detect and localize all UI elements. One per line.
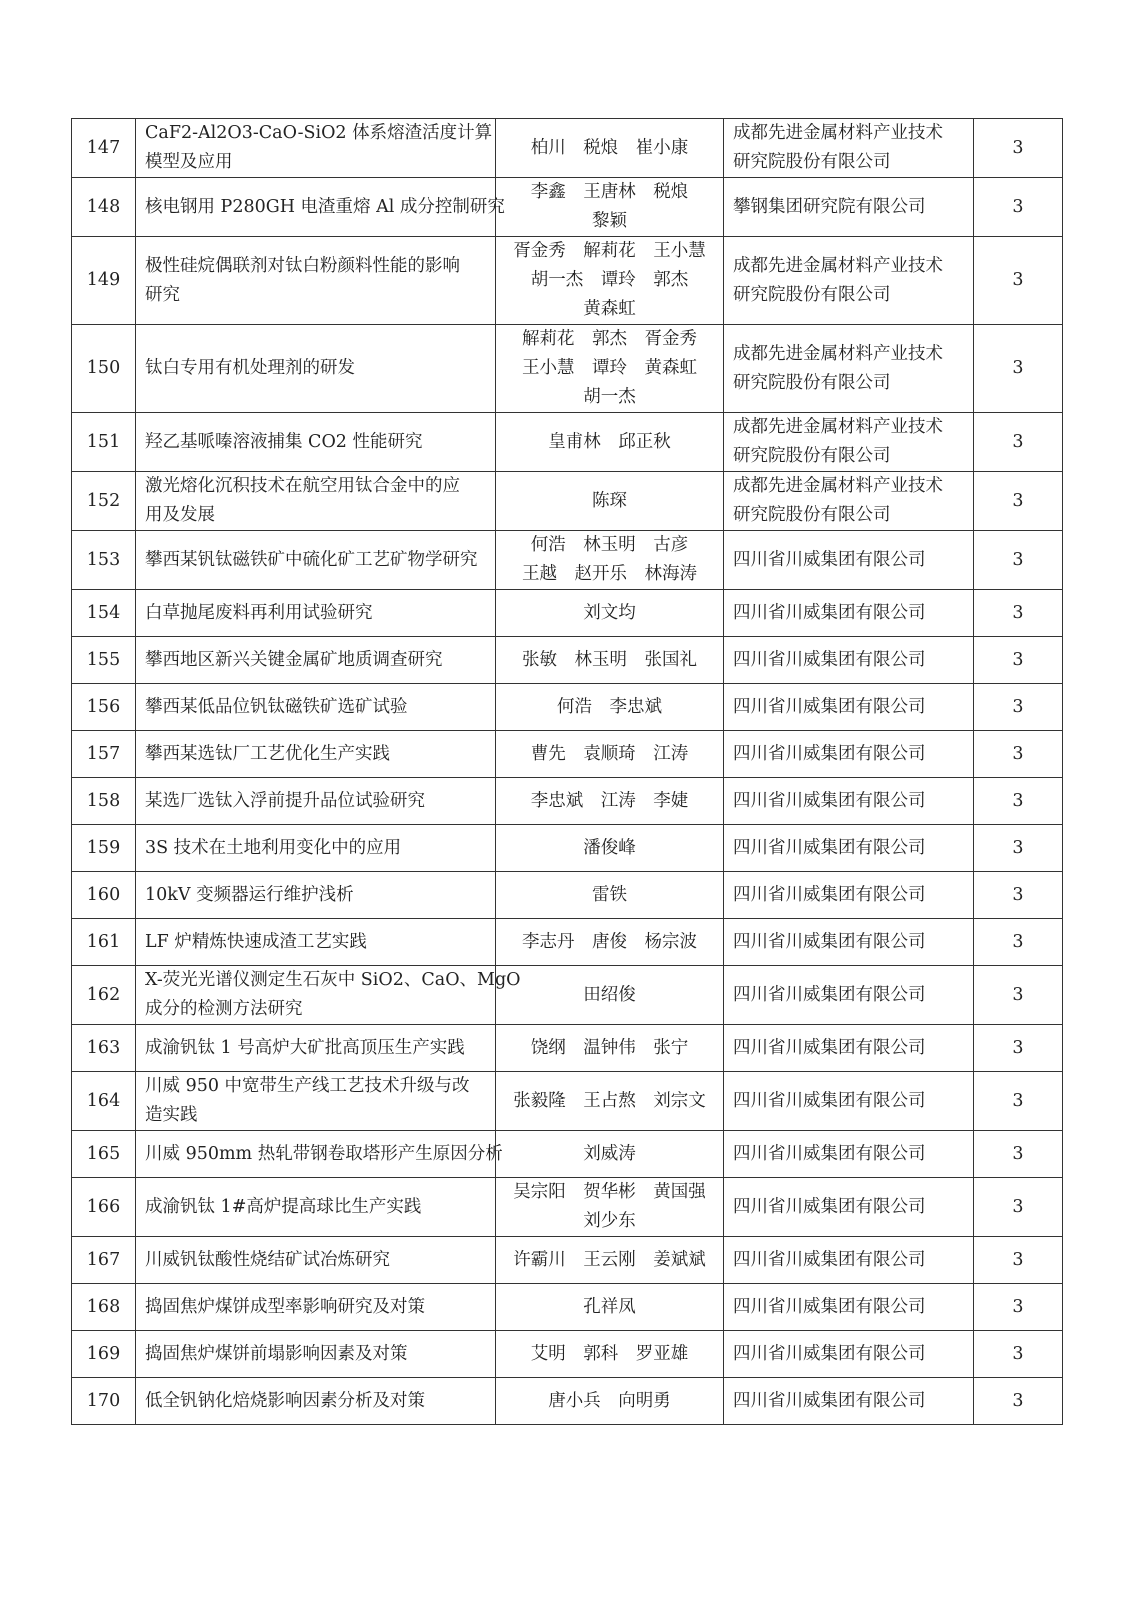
row-number: 163 xyxy=(72,1025,136,1072)
score: 3 xyxy=(974,119,1063,178)
score: 3 xyxy=(974,825,1063,872)
authors xyxy=(496,472,724,531)
row-number: 157 xyxy=(72,731,136,778)
paper-title-line: 捣固焦炉煤饼前塌影响因素及对策 xyxy=(145,1343,408,1364)
paper-title xyxy=(136,178,505,237)
paper-title-line: 3S 技术在土地利用变化中的应用 xyxy=(145,837,402,858)
authors xyxy=(496,237,724,325)
authors xyxy=(496,966,724,1025)
score: 3 xyxy=(974,778,1063,825)
authors-line: 皇甫林 邱正秋 xyxy=(548,431,671,452)
paper-title-line: 白草抛尾废料再利用试验研究 xyxy=(145,602,373,623)
organization xyxy=(724,1237,974,1284)
organization-line: 四川省川威集团有限公司 xyxy=(733,649,926,670)
paper-title-line: 川威钒钛酸性烧结矿试冶炼研究 xyxy=(145,1249,390,1270)
table-row xyxy=(72,1025,1063,1072)
organization-line: 研究院股份有限公司 xyxy=(733,446,891,466)
score: 3 xyxy=(974,731,1063,778)
organization-line: 成都先进金属材料产业技术 xyxy=(733,255,943,276)
score: 3 xyxy=(974,1131,1063,1178)
table-row xyxy=(72,1237,1063,1284)
organization-line: 四川省川威集团有限公司 xyxy=(733,1249,926,1270)
organization-line: 四川省川威集团有限公司 xyxy=(733,837,926,858)
paper-title xyxy=(136,1378,496,1425)
row-number: 168 xyxy=(72,1284,136,1331)
organization xyxy=(724,778,974,825)
score: 3 xyxy=(974,413,1063,472)
organization xyxy=(724,966,974,1025)
table-row xyxy=(72,825,1063,872)
row-number: 158 xyxy=(72,778,136,825)
organization-line: 四川省川威集团有限公司 xyxy=(733,1037,926,1058)
row-number: 159 xyxy=(72,825,136,872)
organization-line: 四川省川威集团有限公司 xyxy=(733,1296,926,1317)
paper-title-line: 极性硅烷偶联剂对钛白粉颜料性能的影响 xyxy=(145,255,460,276)
organization xyxy=(724,684,974,731)
row-number: 150 xyxy=(72,325,136,413)
table-row xyxy=(72,119,1063,178)
table-row xyxy=(72,731,1063,778)
row-number: 166 xyxy=(72,1178,136,1237)
paper-title-line: 钛白专用有机处理剂的研发 xyxy=(145,358,355,378)
row-number: 155 xyxy=(72,637,136,684)
paper-title xyxy=(136,413,496,472)
authors xyxy=(496,531,724,590)
row-number: 149 xyxy=(72,237,136,325)
score: 3 xyxy=(974,1284,1063,1331)
authors-line: 柏川 税烺 崔小康 xyxy=(530,137,689,158)
authors xyxy=(496,590,724,637)
authors-line: 刘少东 xyxy=(583,1211,636,1231)
organization-line: 四川省川威集团有限公司 xyxy=(733,696,926,717)
organization-line: 四川省川威集团有限公司 xyxy=(733,1390,926,1411)
authors-line: 刘文均 xyxy=(583,602,636,623)
organization-line: 成都先进金属材料产业技术 xyxy=(733,343,943,364)
paper-title xyxy=(136,1237,496,1284)
score: 3 xyxy=(974,590,1063,637)
table-row xyxy=(72,1131,1063,1178)
authors-line: 田绍俊 xyxy=(583,984,636,1005)
organization xyxy=(724,1131,974,1178)
paper-title-line: 川威 950 中宽带生产线工艺技术升级与改 xyxy=(145,1076,470,1096)
paper-title-line: 10kV 变频器运行维护浅析 xyxy=(145,884,354,905)
organization-line: 四川省川威集团有限公司 xyxy=(733,1090,926,1111)
table-row xyxy=(72,531,1063,590)
row-number: 167 xyxy=(72,1237,136,1284)
score: 3 xyxy=(974,919,1063,966)
table-row xyxy=(72,413,1063,472)
score: 3 xyxy=(974,684,1063,731)
paper-title-line: 攀西地区新兴关键金属矿地质调查研究 xyxy=(145,649,443,670)
organization xyxy=(724,637,974,684)
paper-title-line: LF 炉精炼快速成渣工艺实践 xyxy=(145,931,367,952)
organization-line: 研究院股份有限公司 xyxy=(733,152,891,172)
score: 3 xyxy=(974,1378,1063,1425)
paper-title xyxy=(136,731,496,778)
row-number: 156 xyxy=(72,684,136,731)
organization xyxy=(724,531,974,590)
paper-title xyxy=(136,825,496,872)
score: 3 xyxy=(974,1178,1063,1237)
paper-title xyxy=(136,1072,496,1131)
paper-title xyxy=(136,919,496,966)
organization-line: 研究院股份有限公司 xyxy=(733,284,891,305)
authors-line: 胡一杰 xyxy=(583,387,636,407)
score: 3 xyxy=(974,472,1063,531)
row-number: 147 xyxy=(72,119,136,178)
score: 3 xyxy=(974,531,1063,590)
paper-title xyxy=(136,1131,503,1178)
table-row xyxy=(72,237,1063,325)
table-row xyxy=(72,1178,1063,1237)
paper-title-line: 低全钒钠化焙烧影响因素分析及对策 xyxy=(145,1390,425,1411)
paper-title-line: CaF2-Al2O3-CaO-SiO2 体系熔渣活度计算 xyxy=(145,123,493,143)
row-number: 154 xyxy=(72,590,136,637)
organization xyxy=(724,919,974,966)
row-number: 162 xyxy=(72,966,136,1025)
score: 3 xyxy=(974,1237,1063,1284)
score: 3 xyxy=(974,637,1063,684)
organization xyxy=(724,731,974,778)
authors-line: 李志丹 唐俊 杨宗波 xyxy=(522,931,697,952)
organization-line: 四川省川威集团有限公司 xyxy=(733,602,926,623)
organization-line: 研究院股份有限公司 xyxy=(733,505,891,525)
paper-title xyxy=(136,778,496,825)
score: 3 xyxy=(974,237,1063,325)
score: 3 xyxy=(974,1072,1063,1131)
organization xyxy=(724,413,974,472)
authors xyxy=(496,325,724,413)
paper-title-line: 捣固焦炉煤饼成型率影响研究及对策 xyxy=(145,1296,425,1317)
authors xyxy=(496,731,724,778)
table-row xyxy=(72,178,1063,237)
organization xyxy=(724,237,974,325)
paper-title-line: 某选厂选钛入浮前提升品位试验研究 xyxy=(145,790,425,811)
score: 3 xyxy=(974,178,1063,237)
paper-title xyxy=(136,1178,496,1237)
authors-line: 潘俊峰 xyxy=(583,837,636,858)
authors-line: 王小慧 谭玲 黄森虹 xyxy=(522,358,697,378)
authors-line: 艾明 郭科 罗亚雄 xyxy=(530,1343,689,1364)
paper-title-line: 攀西某低品位钒钛磁铁矿选矿试验 xyxy=(145,696,408,717)
paper-title-line: 成渝钒钛 1#高炉提高球比生产实践 xyxy=(145,1196,422,1217)
authors xyxy=(496,1025,724,1072)
paper-title xyxy=(136,1025,496,1072)
organization xyxy=(724,1072,974,1131)
organization-line: 攀钢集团研究院有限公司 xyxy=(733,196,926,217)
authors-line: 张毅隆 王占熬 刘宗文 xyxy=(513,1090,706,1111)
paper-title-line: 攀西某选钛厂工艺优化生产实践 xyxy=(145,743,390,764)
organization xyxy=(724,1284,974,1331)
paper-title xyxy=(136,872,496,919)
organization-line: 四川省川威集团有限公司 xyxy=(733,1196,926,1217)
table-row xyxy=(72,1284,1063,1331)
authors-line: 胥金秀 解莉花 王小慧 xyxy=(513,241,706,261)
authors-line: 孔祥凤 xyxy=(583,1296,636,1317)
authors-line: 唐小兵 向明勇 xyxy=(548,1390,671,1411)
score: 3 xyxy=(974,966,1063,1025)
organization xyxy=(724,1378,974,1425)
authors-line: 雷铁 xyxy=(592,884,627,905)
table-row xyxy=(72,472,1063,531)
row-number: 169 xyxy=(72,1331,136,1378)
paper-title-line: 造实践 xyxy=(145,1105,198,1125)
paper-title-line: 用及发展 xyxy=(145,505,215,525)
paper-title-line: 模型及应用 xyxy=(145,152,233,172)
authors xyxy=(496,1237,724,1284)
authors xyxy=(496,1072,724,1131)
authors-line: 何浩 李忠斌 xyxy=(557,696,662,717)
authors-line: 曹先 袁顺琦 江涛 xyxy=(530,743,689,764)
organization-line: 研究院股份有限公司 xyxy=(733,372,891,393)
organization xyxy=(724,119,974,178)
authors-line: 胡一杰 谭玲 郭杰 xyxy=(530,270,689,290)
row-number: 152 xyxy=(72,472,136,531)
paper-title-line: 研究 xyxy=(145,284,180,305)
paper-title xyxy=(136,531,496,590)
authors-line: 王越 赵开乐 林海涛 xyxy=(522,564,697,584)
organization-line: 四川省川威集团有限公司 xyxy=(733,790,926,811)
paper-title-line: X-荧光光谱仪测定生石灰中 SiO2、CaO、MgO xyxy=(145,970,521,990)
authors xyxy=(496,1131,724,1178)
paper-title xyxy=(136,1284,496,1331)
authors xyxy=(496,1284,724,1331)
organization-line: 四川省川威集团有限公司 xyxy=(733,984,926,1005)
paper-title xyxy=(136,325,496,413)
organization xyxy=(724,178,974,237)
paper-title-line: 核电钢用 P280GH 电渣重熔 Al 成分控制研究 xyxy=(145,196,505,217)
table-row xyxy=(72,778,1063,825)
score: 3 xyxy=(974,1331,1063,1378)
row-number: 165 xyxy=(72,1131,136,1178)
table-row xyxy=(72,919,1063,966)
paper-title xyxy=(136,119,496,178)
organization-line: 成都先进金属材料产业技术 xyxy=(733,123,943,143)
authors xyxy=(496,919,724,966)
paper-title xyxy=(136,637,496,684)
score: 3 xyxy=(974,325,1063,413)
authors xyxy=(496,637,724,684)
table-row xyxy=(72,966,1063,1025)
authors-line: 李鑫 王唐林 税烺 xyxy=(530,182,689,202)
organization xyxy=(724,825,974,872)
paper-title-line: 成渝钒钛 1 号高炉大矿批高顶压生产实践 xyxy=(145,1037,465,1058)
organization-line: 四川省川威集团有限公司 xyxy=(733,884,926,905)
score: 3 xyxy=(974,1025,1063,1072)
row-number: 151 xyxy=(72,413,136,472)
row-number: 161 xyxy=(72,919,136,966)
organization-line: 四川省川威集团有限公司 xyxy=(733,931,926,952)
authors-line: 张敏 林玉明 张国礼 xyxy=(522,649,697,670)
paper-title xyxy=(136,590,496,637)
authors-line: 吴宗阳 贺华彬 黄国强 xyxy=(513,1182,706,1202)
row-number: 153 xyxy=(72,531,136,590)
table-row xyxy=(72,590,1063,637)
organization xyxy=(724,1178,974,1237)
row-number: 170 xyxy=(72,1378,136,1425)
authors-line: 李忠斌 江涛 李婕 xyxy=(530,790,689,811)
authors-line: 刘威涛 xyxy=(583,1143,636,1164)
organization xyxy=(724,872,974,919)
organization xyxy=(724,1025,974,1072)
authors xyxy=(496,684,724,731)
paper-title xyxy=(136,1331,496,1378)
row-number: 160 xyxy=(72,872,136,919)
organization-line: 四川省川威集团有限公司 xyxy=(733,549,926,570)
authors-line: 解莉花 郭杰 胥金秀 xyxy=(522,329,697,349)
paper-title-line: 激光熔化沉积技术在航空用钛合金中的应 xyxy=(145,476,460,496)
authors-line: 黎颖 xyxy=(592,211,627,231)
table-row xyxy=(72,872,1063,919)
table-row xyxy=(72,325,1063,413)
paper-title-line: 攀西某钒钛磁铁矿中硫化矿工艺矿物学研究 xyxy=(145,549,478,570)
paper-title xyxy=(136,966,521,1025)
authors-line: 饶纲 温钟伟 张宁 xyxy=(530,1037,689,1058)
authors xyxy=(496,872,724,919)
organization-line: 成都先进金属材料产业技术 xyxy=(733,417,943,437)
authors-line: 陈琛 xyxy=(592,490,627,511)
results-table xyxy=(71,118,1063,1425)
authors xyxy=(496,825,724,872)
organization-line: 四川省川威集团有限公司 xyxy=(733,743,926,764)
score: 3 xyxy=(974,872,1063,919)
table-body xyxy=(72,119,1063,1425)
table-row xyxy=(72,637,1063,684)
table-row xyxy=(72,1378,1063,1425)
authors xyxy=(496,178,724,237)
authors xyxy=(496,413,724,472)
authors xyxy=(496,1178,724,1237)
authors xyxy=(496,1331,724,1378)
organization-line: 四川省川威集团有限公司 xyxy=(733,1143,926,1164)
table-row xyxy=(72,1072,1063,1131)
authors xyxy=(496,778,724,825)
organization xyxy=(724,325,974,413)
organization xyxy=(724,472,974,531)
authors-line: 何浩 林玉明 古彦 xyxy=(530,535,689,555)
authors xyxy=(496,119,724,178)
authors-line: 许霸川 王云刚 姜斌斌 xyxy=(513,1249,706,1270)
paper-title-line: 羟乙基哌嗪溶液捕集 CO2 性能研究 xyxy=(145,431,423,452)
table-row xyxy=(72,1331,1063,1378)
paper-title xyxy=(136,684,496,731)
paper-title xyxy=(136,237,496,325)
authors-line: 黄森虹 xyxy=(583,299,636,319)
row-number: 164 xyxy=(72,1072,136,1131)
organization-line: 四川省川威集团有限公司 xyxy=(733,1343,926,1364)
paper-title-line: 川威 950mm 热轧带钢卷取塔形产生原因分析 xyxy=(145,1143,503,1164)
table-row xyxy=(72,684,1063,731)
paper-title-line: 成分的检测方法研究 xyxy=(145,999,303,1019)
organization xyxy=(724,590,974,637)
paper-title xyxy=(136,472,496,531)
authors xyxy=(496,1378,724,1425)
organization xyxy=(724,1331,974,1378)
row-number: 148 xyxy=(72,178,136,237)
organization-line: 成都先进金属材料产业技术 xyxy=(733,476,943,496)
